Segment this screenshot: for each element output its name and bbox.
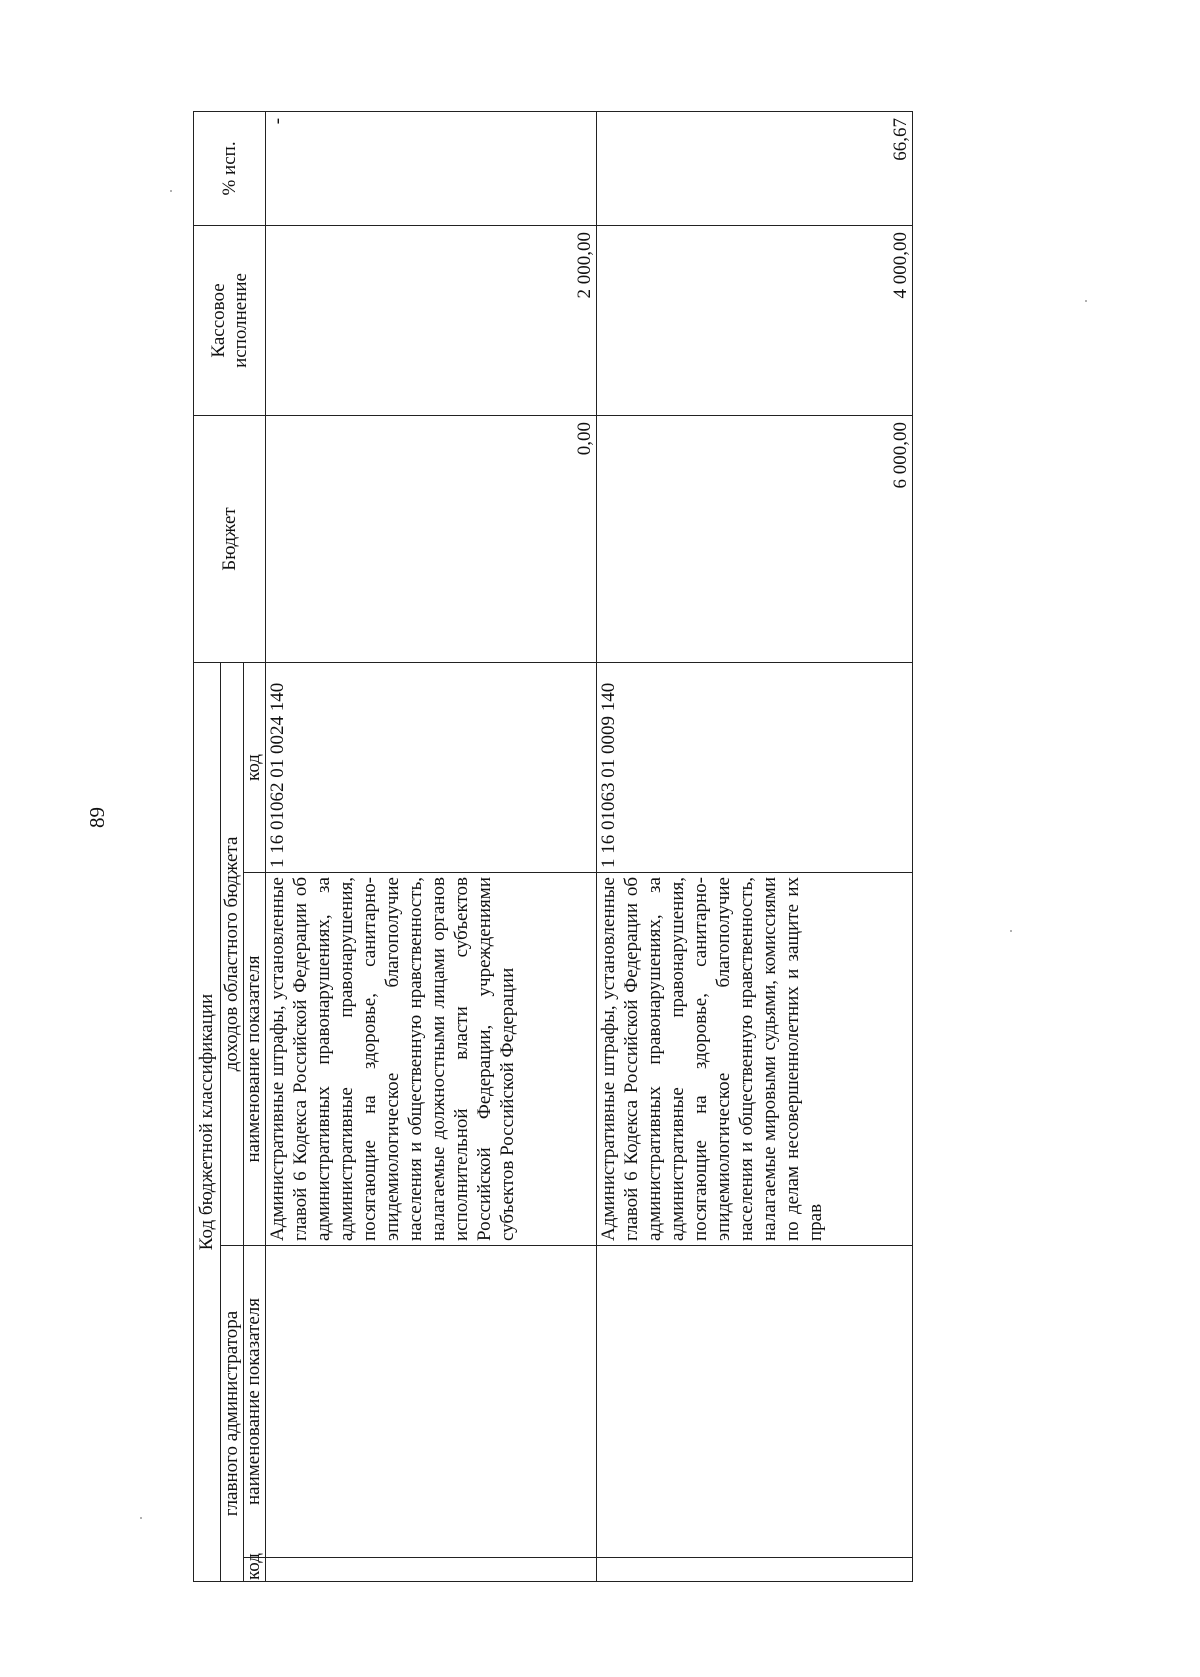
cash-value-cell: 2 000,00 [266,225,597,415]
scan-speck [170,190,172,192]
income-code-cell: 1 16 01062 01 0024 140 [266,662,597,872]
header-income-group: доходов областного бюджета [220,662,243,1245]
header-admin-name: наименование показателя [243,1246,266,1558]
header-cash-line1: Кассовое [207,283,229,358]
indicator-name-cell: Административные штрафы, установленные главой 6 Кодекса Российской Федерации об административных правонарушениях, за административные правонарушения, посягающие на здоровье, санитарно-эпидемиологическое благополучие населения и общественную нравственность, налагаемые мировыми судьями, комиссиями по делам несовершеннолетних и защите их прав [596,873,912,1246]
scan-speck [140,1517,142,1519]
cash-value-cell: 4 000,00 [596,225,912,415]
header-row-1 [194,111,221,1581]
budget-value-cell: 0,00 [266,415,597,662]
header-budget: Бюджет [194,415,266,662]
header-cash-execution [194,225,266,415]
page-number: 89 [85,807,109,828]
header-income-code: код [243,662,266,872]
header-income-name: наименование показателя [243,873,266,1246]
header-classification-code: Код бюджетной классификации [194,662,221,1581]
header-cash-line2: исполнение [229,273,251,368]
table-row [596,111,912,1581]
admin-name-cell [596,1246,912,1558]
admin-code-cell [596,1558,912,1582]
header-percent: % исп. [194,111,266,225]
scan-speck [1085,300,1087,302]
indicator-name-cell: Административные штрафы, установленные главой 6 Кодекса Российской Федерации об административных правонарушениях, за административные правонарушения, посягающие на здоровье, санитарно-эпидемиологическое благополучие населения и общественную нравственность, налагаемые должностными лицами органов исполнительной власти субъектов Российской Федерации, учреждениями субъектов Российской Федерации [266,873,597,1246]
budget-table-rotated [193,112,913,1582]
header-admin-code: код [243,1553,265,1580]
admin-name-cell [266,1246,597,1558]
budget-classification-table [193,111,913,1582]
percent-value-cell: 66,67 [596,111,912,225]
percent-value-cell: - [266,111,597,225]
header-admin-group: главного администратора [220,1246,243,1582]
scan-speck [1010,930,1012,932]
table-row [266,111,597,1581]
admin-code-cell [266,1558,597,1582]
budget-value-cell: 6 000,00 [596,415,912,662]
income-code-cell: 1 16 01063 01 0009 140 [596,662,912,872]
